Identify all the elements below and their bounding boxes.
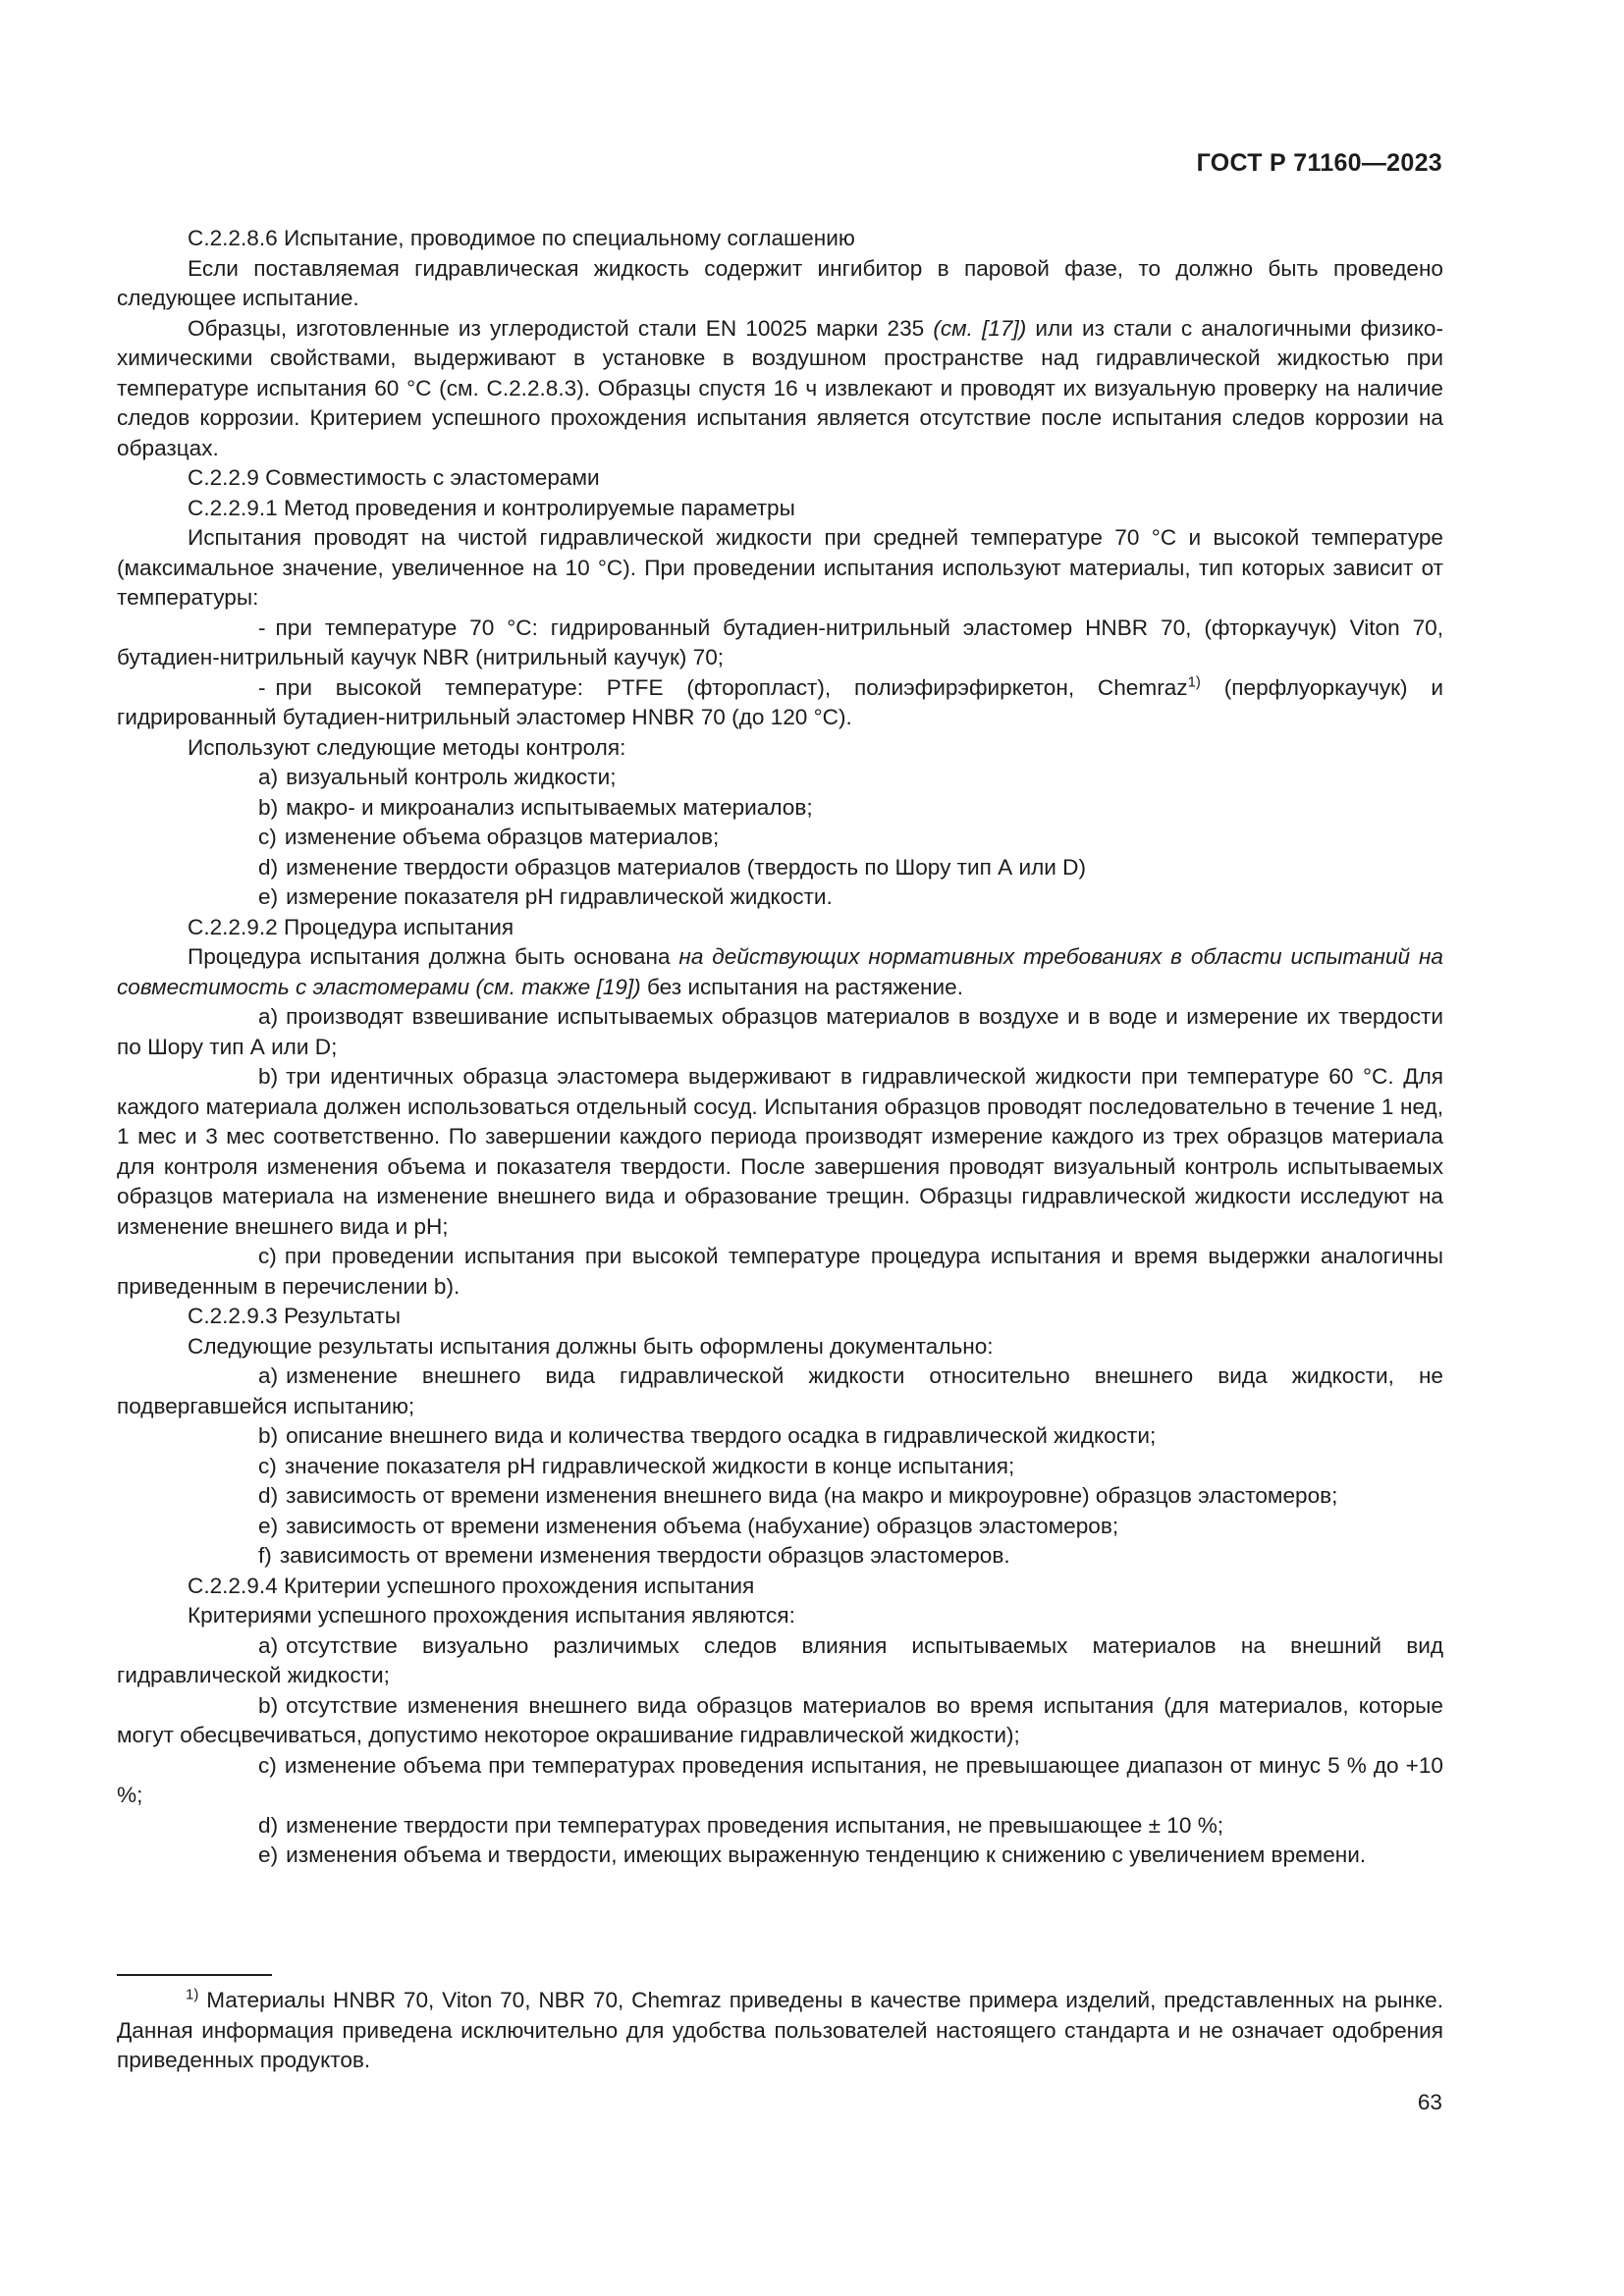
list-item (117, 1242, 1443, 1302)
list-marker: a) (258, 1363, 279, 1388)
list-item (117, 1002, 1443, 1062)
list-item-text: (перфлуоркаучук) и гидрированный бутадиен-нитрильный эластомер HNBR 70 (до 120 °С). (117, 674, 1443, 729)
footnote-separator (117, 1974, 272, 1976)
methods-list (117, 763, 1443, 913)
list-marker: c) (258, 1453, 277, 1478)
list-dash: - (258, 614, 266, 640)
paragraph: Испытания проводят на чистой гидравлической жидкости при средней температуре 70 °С и высокой температуре (максимальное значение, увеличенное на 10 °С). При проведении испытания используют материалы, тип которых зависит от температуры: (117, 525, 1443, 610)
list-item (117, 1841, 1443, 1871)
reference-citation: (см. [17]) (933, 315, 1027, 341)
footnote-marker: 1) (186, 1986, 199, 2003)
list-marker: e) (258, 884, 279, 909)
paragraph: Следующие результаты испытания должны быть оформлены документально: (188, 1333, 994, 1359)
list-marker: b) (258, 1423, 279, 1448)
document-header: ГОСТ Р 71160—2023 (1196, 149, 1442, 177)
list-marker: e) (258, 1842, 279, 1867)
list-item (117, 1362, 1443, 1421)
list-item-text: отсутствие изменения внешнего вида образцов материалов во время испытания (для материалов, которые могут обесцвечиваться, допустимо некоторое окрашивание гидравлической жидкости); (117, 1692, 1443, 1747)
list-item (117, 1691, 1443, 1751)
list-marker: d) (258, 1483, 279, 1508)
list-item-text: изменение объема при температурах проведения испытания, не превышающее диапазон от минус 5 % до +10 %; (117, 1752, 1443, 1807)
section-heading: С.2.2.9.3 Результаты (188, 1304, 401, 1328)
section-heading: С.2.2.9 Совместимость с эластомерами (188, 465, 600, 490)
list-item-text: изменение твердости при температурах проведения испытания, не превышающее ± 10 %; (286, 1812, 1224, 1838)
section-heading: С.2.2.8.6 Испытание, проводимое по специальному соглашению (188, 226, 855, 250)
list-marker: a) (258, 1632, 279, 1658)
list-item (117, 793, 1443, 824)
list-item-text: изменение внешнего вида гидравлической жидкости относительно внешнего вида жидкости, не подвергавшейся испытанию; (117, 1363, 1443, 1418)
section-heading: С.2.2.9.4 Критерии успешного прохождения испытания (188, 1573, 755, 1598)
paragraph-text: без испытания на растяжение. (640, 974, 963, 999)
criteria-list (117, 1631, 1443, 1871)
footnote-text: Материалы HNBR 70, Viton 70, NBR 70, Chemraz приведены в качестве примера изделий, представленных на рынке. Данная информация приведена исключительно для удобства пользователей настоящего стандарта и не означает одобрения приведенных продуктов. (117, 1988, 1443, 2072)
list-item-text: зависимость от времени изменения твердости образцов эластомеров. (279, 1543, 1010, 1568)
list-item-text: изменение объема образцов материалов; (284, 825, 720, 849)
paragraph-text: Процедура испытания должна быть основана (188, 944, 679, 969)
list-item-text: при проведении испытания при высокой температуре процедура испытания и время выдержки аналогичны приведенным в перечислении b). (117, 1244, 1443, 1299)
list-item (117, 763, 1443, 793)
page-number: 63 (1417, 2090, 1442, 2114)
list-marker: e) (258, 1513, 279, 1538)
paragraph-text: или из стали с аналогичными физико-химическими свойствами, выдерживают в установке в воздушном пространстве над гидравлической жидкостью при температуре испытания 60 °С (см. С.2.2.8.3). Образцы спустя 16 ч извлекают и проводят их визуальную проверку на наличие следов коррозии. Критерием успешного прохождения испытания является отсутствие после испытания следов коррозии на образцах. (117, 315, 1443, 460)
list-item-text: зависимость от времени изменения внешнего вида (на макро и микроуровне) образцов эластомеров; (286, 1483, 1338, 1508)
list-item-text: изменение твердости образцов материалов (твердость по Шору тип А или D) (286, 854, 1087, 880)
list-item (117, 1452, 1443, 1482)
list-item-text: три идентичных образца эластомера выдерживают в гидравлической жидкости при температуре 60 °С. Для каждого материала должен использоваться отдельный сосуд. Испытания образцов проводят последовательно в течение 1 нед, 1 мес и 3 мес соответственно. По завершении каждого периода производят измерение каждого из трех образцов материала для контроля изменения объема и показателя твердости. После завершения проводят визуальный контроль испытываемых образцов материала на изменение внешнего вида и образование трещин. Образцы гидравлической жидкости исследуют на изменение внешнего вида и pH; (117, 1064, 1443, 1239)
list-item (117, 1512, 1443, 1542)
list-item (117, 1481, 1443, 1512)
list-dash: - (258, 674, 266, 700)
list-item (117, 1421, 1443, 1452)
list-item-text: изменения объема и твердости, имеющих выраженную тенденцию к снижению с увеличением времени. (286, 1842, 1367, 1867)
footnote (117, 1986, 1443, 2076)
list-item (117, 1062, 1443, 1242)
list-item-text: значение показателя pH гидравлической жидкости в конце испытания; (284, 1453, 1015, 1478)
list-item-text: зависимость от времени изменения объема (набухание) образцов эластомеров; (286, 1513, 1119, 1538)
paragraph (117, 942, 1443, 1002)
list-item (117, 853, 1443, 883)
list-item-text: производят взвешивание испытываемых образцов материалов в воздухе и в воде и измерение их твердости по Шору тип А или D; (117, 1004, 1443, 1059)
list-item-text: визуальный контроль жидкости; (286, 765, 617, 789)
list-item (117, 882, 1443, 913)
list-marker: c) (258, 825, 277, 849)
list-marker: c) (258, 1244, 277, 1268)
list-item-text: описание внешнего вида и количества твердого осадка в гидравлической жидкости; (286, 1423, 1157, 1448)
list-item-text: макро- и микроанализ испытываемых материалов; (286, 794, 813, 820)
list-item (117, 1631, 1443, 1691)
list-marker: d) (258, 1812, 279, 1838)
list-marker: b) (258, 1064, 279, 1089)
paragraph (117, 314, 1443, 464)
document-body (117, 224, 1443, 1871)
list-item-text: измерение показателя pH гидравлической жидкости. (286, 884, 833, 909)
list-item (117, 1751, 1443, 1811)
list-item-text: при высокой температуре: PTFE (фторопласт), полиэфирэфиркетон, Chemraz (275, 674, 1188, 700)
section-heading: С.2.2.9.2 Процедура испытания (188, 914, 514, 939)
list-item-text: при температуре 70 °С: гидрированный бутадиен-нитрильный эластомер HNBR 70, (фторкаучук) Viton 70, бутадиен-нитрильный каучук NBR (нитрильный каучук) 70; (117, 614, 1443, 669)
list-marker: c) (258, 1752, 277, 1778)
dash-list-item (117, 673, 1443, 733)
reference-citation: на действующих нормативных требованиях в области испытаний на совместимость с эластомерами (см. также [19]) (117, 944, 1443, 999)
procedure-list (117, 1002, 1443, 1302)
paragraph: Используют следующие методы контроля: (188, 734, 626, 760)
list-marker: f) (258, 1543, 272, 1568)
list-item (117, 1541, 1443, 1572)
paragraph: Критериями успешного прохождения испытания являются: (188, 1603, 795, 1628)
list-marker: a) (258, 765, 279, 789)
list-marker: d) (258, 854, 279, 880)
section-heading: С.2.2.9.1 Метод проведения и контролируемые параметры (188, 495, 795, 520)
list-item-text: отсутствие визуально различимых следов влияния испытываемых материалов на внешний вид гидравлической жидкости; (117, 1632, 1443, 1687)
list-item (117, 1811, 1443, 1842)
list-marker: b) (258, 1692, 279, 1718)
paragraph: Если поставляемая гидравлическая жидкость содержит ингибитор в паровой фазе, то должно быть проведено следующее испытание. (117, 255, 1443, 310)
list-item (117, 823, 1443, 853)
paragraph-text: Образцы, изготовленные из углеродистой стали EN 10025 марки 235 (188, 315, 934, 341)
results-list (117, 1362, 1443, 1572)
list-marker: a) (258, 1004, 279, 1029)
footnote-reference: 1) (1187, 672, 1201, 690)
dash-list-item (117, 614, 1443, 673)
list-marker: b) (258, 794, 279, 820)
